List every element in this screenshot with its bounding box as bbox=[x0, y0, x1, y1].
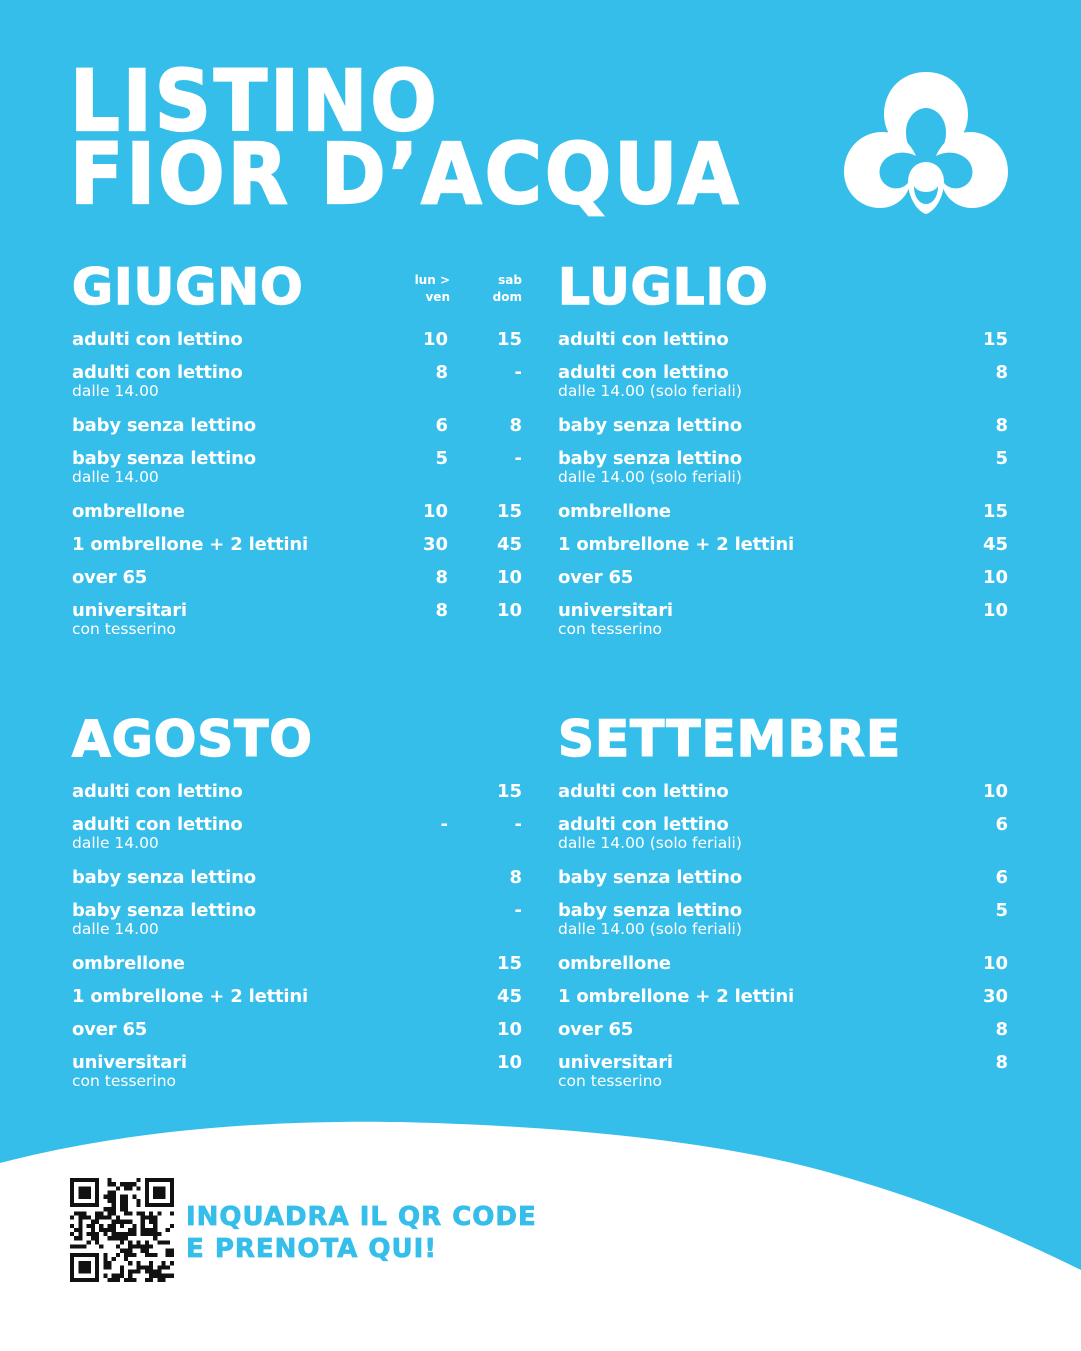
month-title-settembre: SETTEMBRE bbox=[558, 710, 902, 768]
qr-code-icon[interactable] bbox=[70, 1178, 174, 1282]
column-header-weekend: sab dom bbox=[492, 273, 522, 304]
price-row: adulti con lettino 15 bbox=[558, 329, 1008, 350]
price-row: 1 ombrellone + 2 lettini 45 bbox=[72, 986, 522, 1007]
price-row: over 65 10 bbox=[558, 567, 1008, 588]
price-row: baby senza lettino dalle 14.00 - bbox=[72, 900, 522, 938]
price-row: ombrellone 10 bbox=[558, 953, 1008, 974]
price-row: over 65 8 10 bbox=[72, 567, 522, 588]
price-row: universitari con tesserino 8 bbox=[558, 1052, 1008, 1090]
price-row: adulti con lettino dalle 14.00 (solo feriali) 8 bbox=[558, 362, 1008, 400]
page-title bbox=[70, 54, 742, 224]
price-row: ombrellone 15 bbox=[558, 501, 1008, 522]
month-title-giugno: GIUGNO bbox=[72, 258, 304, 316]
price-row: adulti con lettino 10 15 bbox=[72, 329, 522, 350]
price-row: baby senza lettino dalle 14.00 (solo feriali) 5 bbox=[558, 900, 1008, 938]
price-list bbox=[558, 329, 1008, 653]
title-line-1: LISTINO bbox=[70, 54, 440, 151]
price-row: baby senza lettino dalle 14.00 (solo feriali) 5 bbox=[558, 448, 1008, 486]
price-row: baby senza lettino 8 bbox=[72, 867, 522, 888]
price-row: 1 ombrellone + 2 lettini 30 45 bbox=[72, 534, 522, 555]
month-title-luglio: LUGLIO bbox=[558, 258, 769, 316]
price-row: adulti con lettino dalle 14.00 8 - bbox=[72, 362, 522, 400]
price-row: baby senza lettino 6 bbox=[558, 867, 1008, 888]
price-row: baby senza lettino 8 bbox=[558, 415, 1008, 436]
price-row: ombrellone 15 bbox=[72, 953, 522, 974]
price-row: over 65 8 bbox=[558, 1019, 1008, 1040]
price-row: adulti con lettino 15 bbox=[72, 781, 522, 802]
price-row: 1 ombrellone + 2 lettini 30 bbox=[558, 986, 1008, 1007]
column-header-weekdays: lun > ven bbox=[414, 273, 450, 304]
cta-line-1: INQUADRA IL QR CODE bbox=[186, 1202, 537, 1232]
month-title-agosto: AGOSTO bbox=[72, 710, 313, 768]
price-row: universitari con tesserino 8 10 bbox=[72, 600, 522, 638]
price-row: ombrellone 10 15 bbox=[72, 501, 522, 522]
price-row: over 65 10 bbox=[72, 1019, 522, 1040]
price-row: universitari con tesserino 10 bbox=[72, 1052, 522, 1090]
price-row: universitari con tesserino 10 bbox=[558, 600, 1008, 638]
price-row: baby senza lettino 6 8 bbox=[72, 415, 522, 436]
title-line-2: FIOR D’ACQUA bbox=[70, 126, 742, 224]
price-list bbox=[558, 781, 1008, 1105]
price-row: baby senza lettino dalle 14.00 5 - bbox=[72, 448, 522, 486]
booking-call-to-action bbox=[186, 1201, 537, 1265]
price-list bbox=[72, 329, 522, 653]
price-row: adulti con lettino dalle 14.00 - - bbox=[72, 814, 522, 852]
price-row: 1 ombrellone + 2 lettini 45 bbox=[558, 534, 1008, 555]
cta-line-2: E PRENOTA QUI! bbox=[186, 1234, 438, 1264]
price-list bbox=[72, 781, 522, 1105]
price-row: adulti con lettino 10 bbox=[558, 781, 1008, 802]
price-row: adulti con lettino dalle 14.00 (solo feriali) 6 bbox=[558, 814, 1008, 852]
fleur-de-lis-water-icon bbox=[838, 70, 1014, 216]
